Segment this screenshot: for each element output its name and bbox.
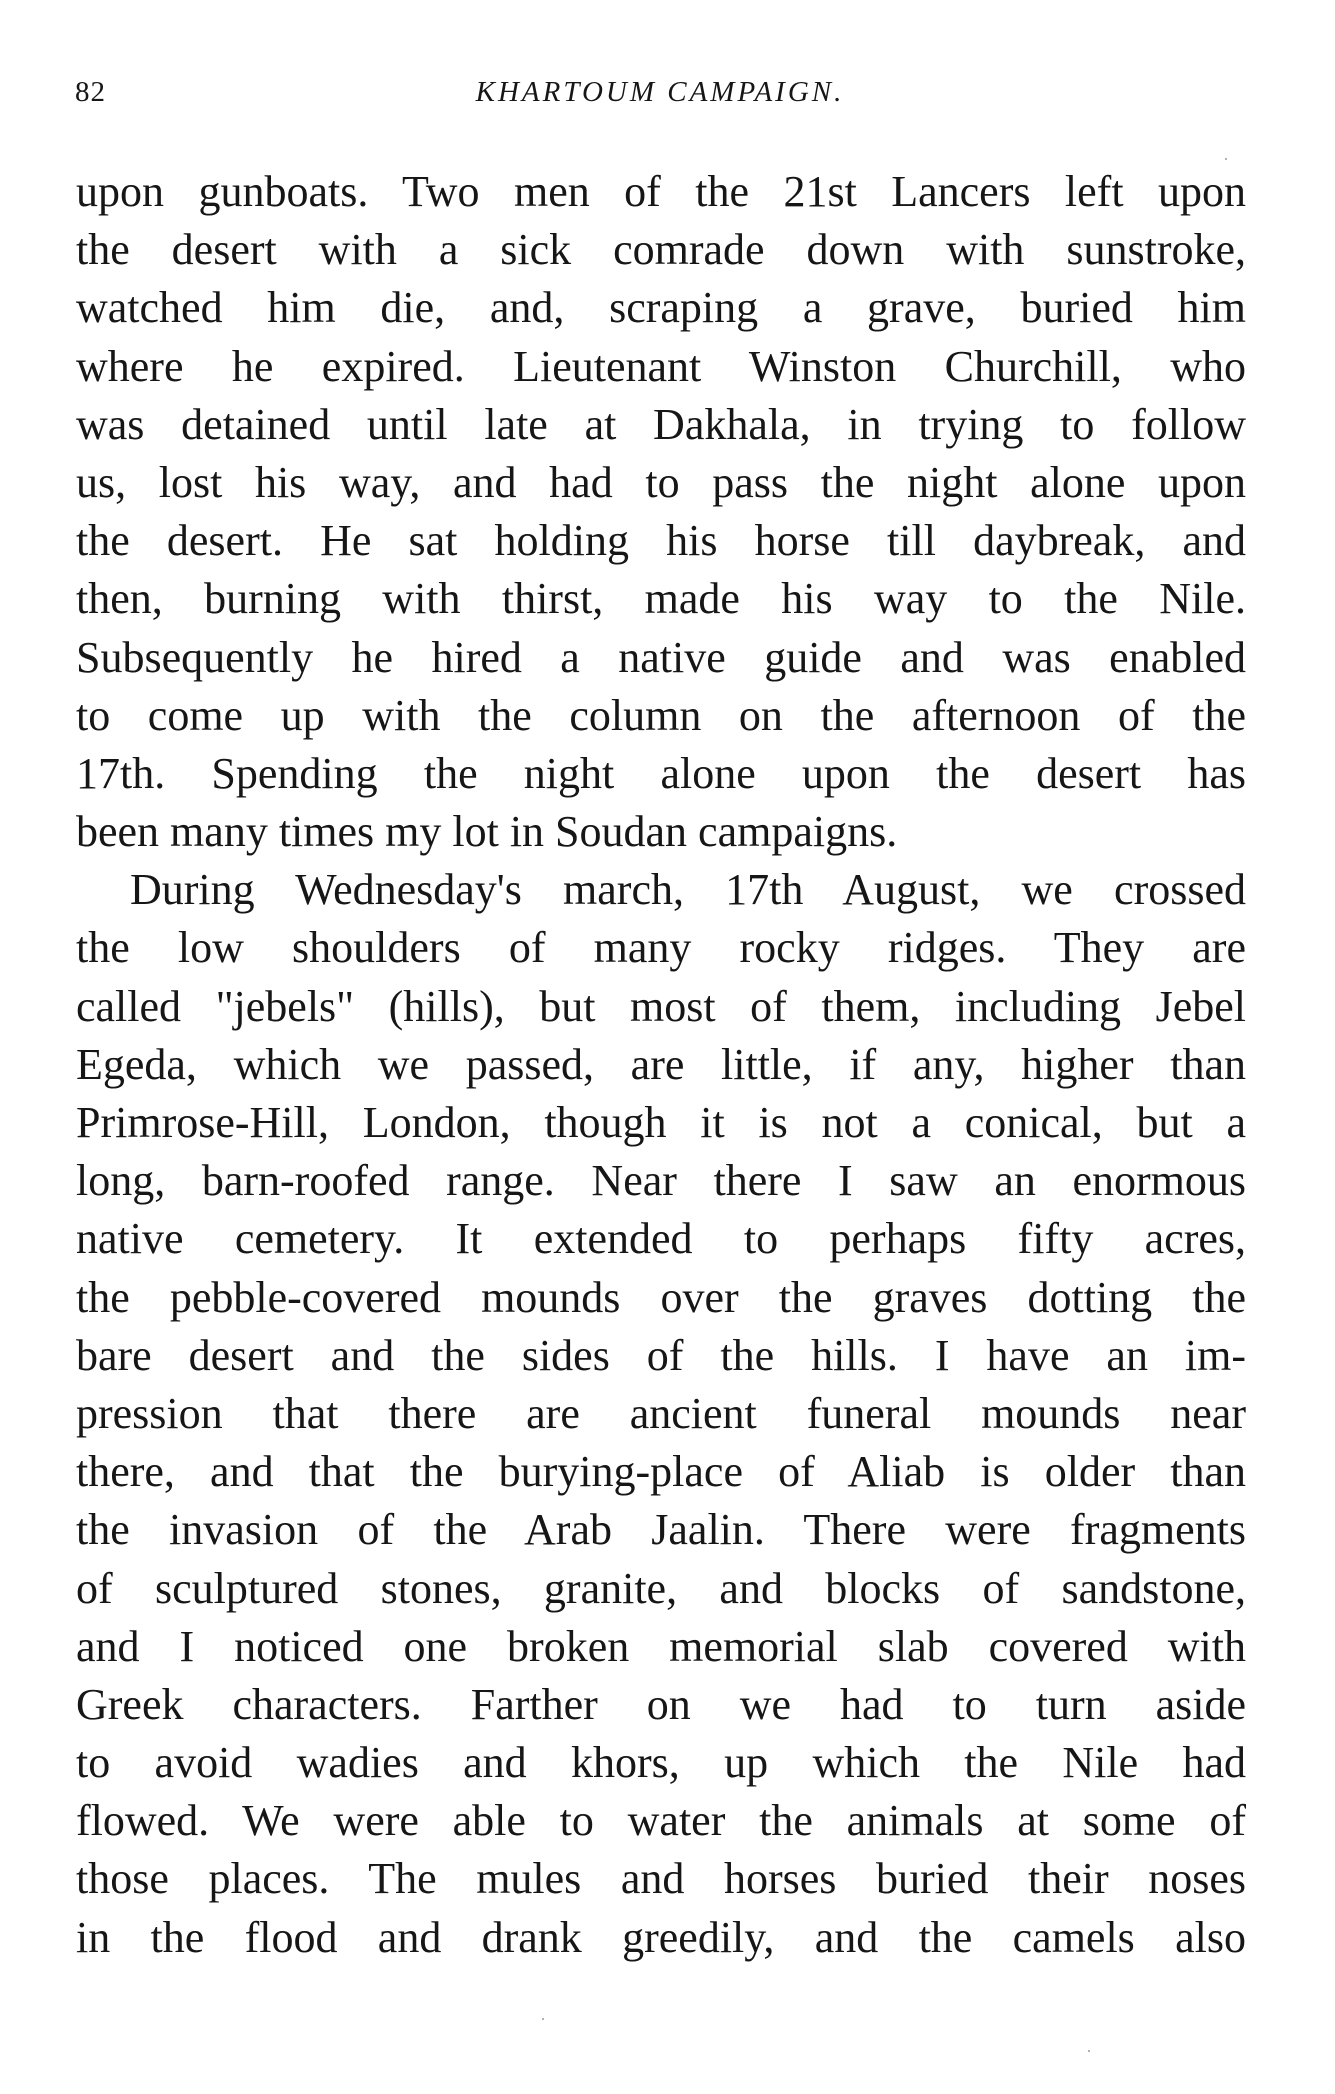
text-line: Primrose-Hill, London, though it is not a conical, but a [76,1098,1246,1147]
text-line: us, lost his way, and had to pass the night alone upon [76,457,1246,507]
text-line: there, and that the burying-place of Aliab is older than [76,1447,1246,1497]
text-line: those places. The mules and horses buried their noses [76,1854,1246,1904]
scan-speck [1225,158,1227,160]
running-title: KHARTOUM CAMPAIGN. [475,76,845,108]
text-line: of sculptured stones, granite, and blocks of sandstone, [76,1563,1246,1613]
text-line: to come up with the column on the afternoon of the [76,690,1246,740]
text-line: Subsequently he hired a native guide and was enabled [76,632,1246,682]
text-line: in the flood and drank greedily, and the camels also [76,1912,1246,1962]
text-line: then, burning with thirst, made his way to the Nile. [76,574,1246,624]
text-line: the low shoulders of many rocky ridges. They are [76,923,1246,973]
text-line: was detained until late at Dakhala, in trying to follow [76,399,1246,449]
scan-speck [1088,2050,1090,2052]
text-line: During Wednesday's march, 17th August, we crossed [130,865,1246,915]
text-line: flowed. We were able to water the animals at some of [76,1796,1246,1846]
text-line: pression that there are ancient funeral mounds near [76,1388,1246,1438]
text-line: 17th. Spending the night alone upon the desert has [76,748,1246,798]
text-line: and I noticed one broken memorial slab covered with [76,1621,1246,1671]
text-line: bare desert and the sides of the hills. I have an im- [76,1330,1246,1380]
text-line: native cemetery. It extended to perhaps fifty acres, [76,1214,1246,1264]
page-number: 82 [75,76,106,108]
text-line: watched him die, and, scraping a grave, buried him [76,283,1246,333]
text-line: long, barn-roofed range. Near there I saw an enormous [76,1156,1246,1206]
running-head [75,72,1245,112]
text-line: the invasion of the Arab Jaalin. There were fragments [76,1505,1246,1555]
text-line: Greek characters. Farther on we had to turn aside [76,1679,1246,1729]
text-line: been many times my lot in Soudan campaigns. [76,807,898,857]
body-text [76,163,1246,1967]
text-line: to avoid wadies and khors, up which the Nile had [76,1738,1246,1788]
text-line: the desert with a sick comrade down with sunstroke, [76,225,1246,275]
text-line: Egeda, which we passed, are little, if any, higher than [76,1039,1246,1089]
text-line: the desert. He sat holding his horse till daybreak, and [76,516,1246,566]
text-line: the pebble-covered mounds over the graves dotting the [76,1272,1246,1322]
scan-speck [542,2018,544,2020]
text-line: called "jebels" (hills), but most of them, including Jebel [76,981,1246,1031]
text-line: upon gunboats. Two men of the 21st Lancers left upon [76,167,1246,216]
text-line: where he expired. Lieutenant Winston Churchill, who [76,341,1246,391]
